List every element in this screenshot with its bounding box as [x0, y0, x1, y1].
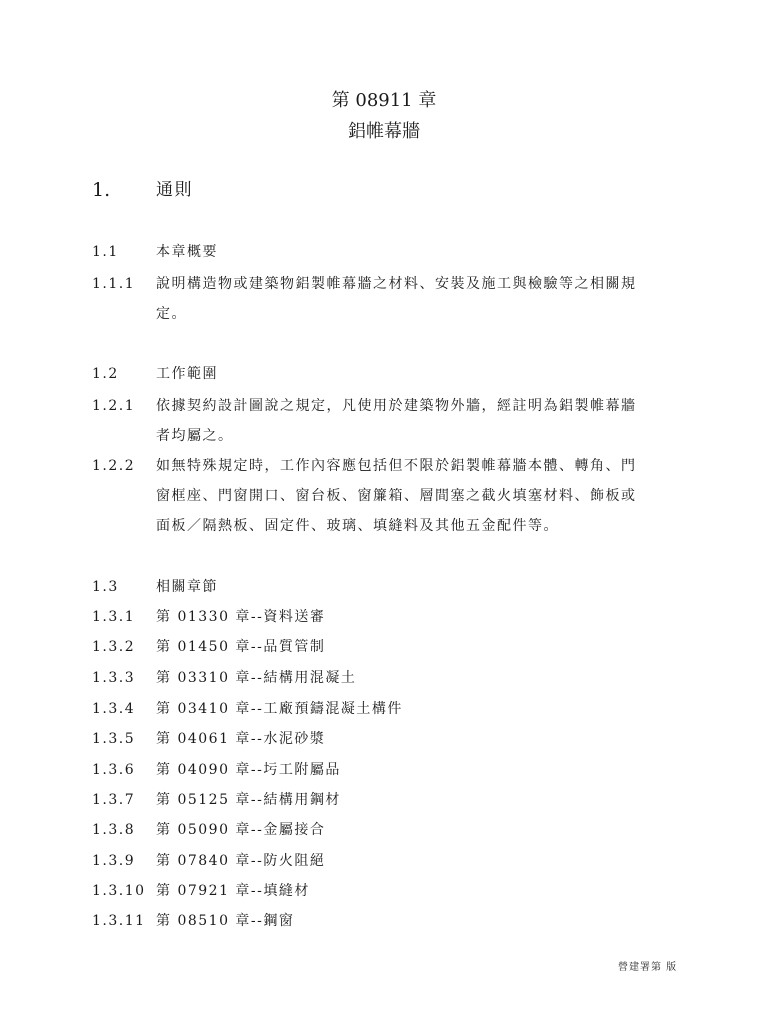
clause-text: 第 03410 章--工廠預鑄混凝土構件: [156, 701, 403, 717]
clause-text: 第 03310 章--結構用混凝土: [156, 670, 357, 686]
clause-number: 1.3.10: [92, 883, 146, 899]
section-title: 通則: [156, 180, 193, 200]
clause-number: 1.3.7: [92, 792, 136, 808]
clause-text: 者均屬之。: [156, 428, 234, 444]
clause-text: 第 08510 章--鋼窗: [156, 913, 295, 929]
clause-number: 1.1: [92, 244, 119, 260]
clause-text: 本章概要: [156, 244, 218, 260]
clause-number: 1.3.5: [92, 731, 136, 747]
clause-text: 第 04090 章--圬工附屬品: [156, 762, 341, 778]
clause-text: 第 05125 章--結構用鋼材: [156, 792, 341, 808]
clause-number: 1.3.9: [92, 853, 136, 869]
clause-text: 第 05090 章--金屬接合: [156, 822, 326, 838]
clause-number: 1.3: [92, 579, 119, 595]
clause-number: 1.2.2: [92, 458, 136, 474]
chapter-title: 鋁帷幕牆: [348, 121, 420, 142]
clause-number: 1.3.1: [92, 609, 136, 625]
clause-text: 定。: [156, 306, 187, 322]
clause-text: 第 01330 章--資料送審: [156, 609, 326, 625]
clause-text: 說明構造物或建築物鋁製帷幕牆之材料、安裝及施工與檢驗等之相關規: [156, 276, 637, 292]
clause-number: 1.2.1: [92, 398, 136, 414]
chapter-number: 第 08911 章: [331, 90, 437, 111]
page-footer: 營建署第 版: [618, 962, 678, 973]
section-number: 1.: [92, 179, 111, 201]
clause-number: 1.3.8: [92, 822, 136, 838]
clause-text: 第 07840 章--防火阻絕: [156, 853, 326, 869]
clause-text: 工作範圍: [156, 366, 218, 382]
clause-number: 1.3.6: [92, 762, 136, 778]
clause-number: 1.3.4: [92, 701, 136, 717]
clause-number: 1.3.11: [92, 913, 146, 929]
clause-text: 相關章節: [156, 579, 218, 595]
clause-number: 1.1.1: [92, 276, 136, 292]
clause-number: 1.3.2: [92, 639, 136, 655]
clause-text: 窗框座、門窗開口、窗台板、窗簾箱、層間塞之截火填塞材料、飾板或: [156, 488, 637, 504]
clause-number: 1.2: [92, 366, 119, 382]
clause-text: 第 04061 章--水泥砂漿: [156, 731, 326, 747]
clause-text: 第 01450 章--品質管制: [156, 639, 326, 655]
clause-text: 如無特殊規定時，工作內容應包括但不限於鋁製帷幕牆本體、轉角、門: [156, 458, 637, 474]
clause-text: 面板／隔熱板、固定件、玻璃、填縫料及其他五金配件等。: [156, 518, 559, 534]
clause-text: 依據契約設計圖說之規定，凡使用於建築物外牆，經註明為鋁製帷幕牆: [156, 398, 637, 414]
clause-number: 1.3.3: [92, 670, 136, 686]
clause-text: 第 07921 章--填縫材: [156, 883, 310, 899]
